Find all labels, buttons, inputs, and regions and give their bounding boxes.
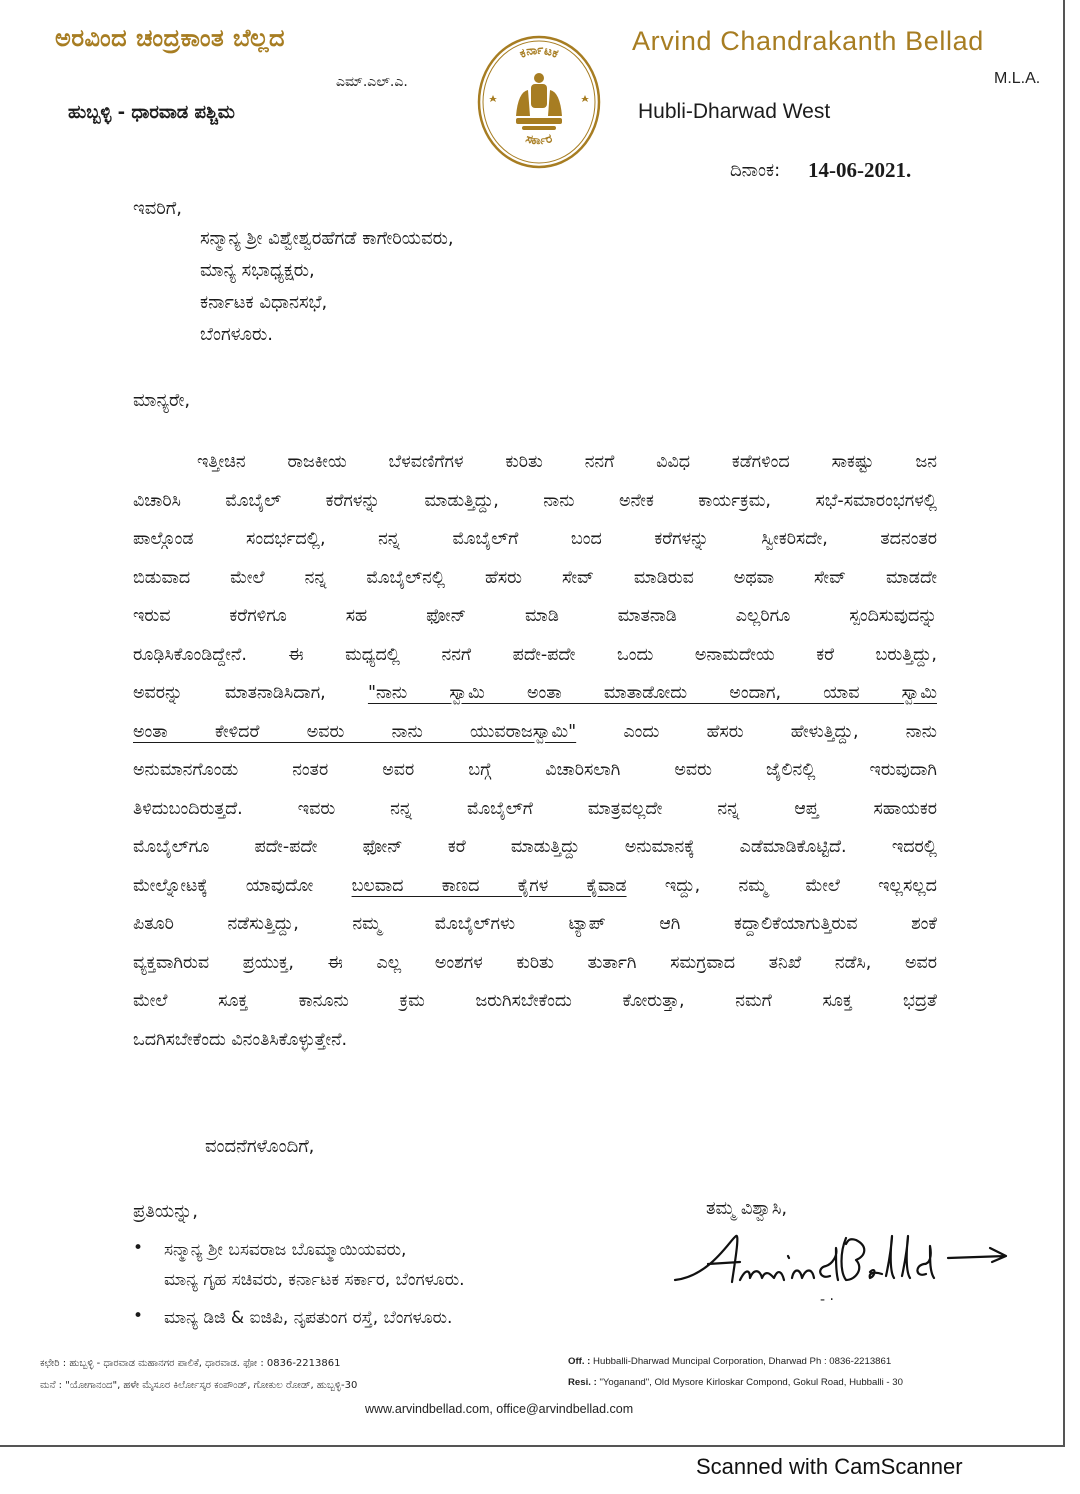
underlined-phrase: ಬಲವಾದ ಕಾಣದ ಕೈಗಳ ಕೈವಾಡ <box>351 875 627 896</box>
body-line: ಇರುವ ಕರೆಗಳಿಗೂ ಸಹ ಫೋನ್ ಮಾಡಿ ಮಾತನಾಡಿ ಎಲ್ಲರಿಗೂ ಸ್ಪಂದಿಸುವುದನ್ನು <box>133 606 937 626</box>
body-line: ಪಿತೂರಿ ನಡೆಸುತ್ತಿದ್ದು, ನಮ್ಮ ಮೊಬೈಲ್‌ಗಳು ಟ್ಯಾಪ್ ಆಗಿ ಕದ್ದಾಲಿಕೆಯಾಗುತ್ತಿರುವ ಶಂಕೆ <box>133 914 937 934</box>
footer-website-email: www.arvindbellad.com, office@arvindbellad.com <box>365 1402 634 1416</box>
footer-office-label: Off. : <box>568 1356 591 1367</box>
body-text: ಎಂದು ಹೆಸರು ಹೇಳುತ್ತಿದ್ದು, ನಾನು <box>576 721 937 742</box>
quoted-statement: "ನಾನು ಸ್ವಾಮಿ ಅಂತಾ ಮಾತಾಡೋದು ಅಂದಾಗ, ಯಾವ ಸ್ವಾಮಿ <box>367 683 937 703</box>
footer-office-english <box>568 1356 891 1367</box>
body-line: ವಿಚಾರಿಸಿ ಮೊಬೈಲ್ ಕರೆಗಳನ್ನು ಮಾಡುತ್ತಿದ್ದು, ನಾನು ಅನೇಕ ಕಾರ್ಯಕ್ರಮ, ಸಭೆ-ಸಮಾರಂಭಗಳಲ್ಲಿ <box>133 490 937 511</box>
footer-residence-label: Resi. : <box>568 1377 597 1388</box>
letterhead-mla-kannada: ಎಮ್.ಎಲ್.ಎ. <box>336 74 408 90</box>
svg-text:ಸರ್ಕಾರ <box>524 131 554 147</box>
body-line: ಒದಗಿಸಬೇಕೆಂದು ವಿನಂತಿಸಿಕೊಳ್ಳುತ್ತೇನೆ. <box>133 1029 348 1050</box>
body-line: ಪಾಲ್ಗೊಂಡ ಸಂದರ್ಭದಲ್ಲಿ, ನನ್ನ ಮೊಬೈಲ್‌ಗೆ ಬಂದ ಕರೆಗಳನ್ನು ಸ್ವೀಕರಿಸದೇ, ತದನಂತರ <box>133 529 937 549</box>
copy-item: ಮಾನ್ಯ ಡಿಜಿ & ಐಜಿಪಿ, ನೃಪತುಂಗ ರಸ್ತೆ, ಬೆಂಗಳೂರು. <box>164 1308 453 1328</box>
footer-residence-text: "Yoganand", Old Mysore Kirloskar Compond, Gokul Road, Hubballi - 30 <box>596 1377 903 1388</box>
recipient-line: ಸನ್ಮಾನ್ಯ ಶ್ರೀ ವಿಶ್ವೇಶ್ವರಹೆಗಡೆ ಕಾಗೇರಿಯವರು, <box>200 228 454 249</box>
letterhead-name-english: Arvind Chandrakanth Bellad <box>632 26 984 56</box>
recipient-line: ಕರ್ನಾಟಕ ವಿಧಾನಸಭೆ, <box>200 292 328 313</box>
bullet-icon: • <box>133 1306 144 1326</box>
svg-text:ಕರ್ನಾಟಕ <box>518 42 561 61</box>
seal-text-bottom: ಸರ್ಕಾರ <box>524 131 554 148</box>
letterhead-mla-english: M.L.A. <box>994 70 1041 87</box>
copy-to-label: ಪ್ರತಿಯನ್ನು, <box>133 1201 199 1222</box>
quoted-statement: ಅಂತಾ ಕೇಳಿದರೆ ಅವರು ನಾನು ಯುವರಾಜಸ್ವಾಮಿ" <box>133 721 577 742</box>
body-line <box>133 674 937 713</box>
body-line: ಬಿಡುವಾದ ಮೇಲೆ ನನ್ನ ಮೊಬೈಲ್‌ನಲ್ಲಿ ಹೆಸರು ಸೇವ್ ಮಾಡಿರುವ ಅಥವಾ ಸೇವ್ ಮಾಡದೇ <box>133 567 937 588</box>
footer-office-text: Hubballi-Dharwad Muncipal Corporation, Dharwad Ph : 0836-2213861 <box>590 1356 892 1367</box>
footer-office-kannada: ಕಛೇರಿ : ಹುಬ್ಬಳ್ಳಿ - ಧಾರವಾಡ ಮಹಾನಗರ ಪಾಲಿಕೆ, ಧಾರವಾಡ. ಫೋ : 0836-2213861 <box>40 1358 341 1369</box>
body-text: ಇದ್ದು, ನಮ್ಮ ಮೇಲೆ ಇಲ್ಲಸಲ್ಲದ <box>626 875 937 896</box>
camscanner-watermark: Scanned with CamScanner <box>696 1454 963 1479</box>
recipient-line: ಮಾನ್ಯ ಸಭಾಧ್ಯಕ್ಷರು, <box>200 260 315 281</box>
body-line: ಮೇಲೆ ಸೂಕ್ತ ಕಾನೂನು ಕ್ರಮ ಜರುಗಿಸಬೇಕೆಂದು ಕೋರುತ್ತಾ, ನಮಗೆ ಸೂಕ್ತ ಭದ್ರತೆ <box>133 991 937 1011</box>
date-value: 14-06-2021. <box>808 158 912 182</box>
date-label: ದಿನಾಂಕ: <box>730 160 781 181</box>
body-line: ರೂಢಿಸಿಕೊಂಡಿದ್ದೇನೆ. ಈ ಮಧ್ಯದಲ್ಲಿ ನನಗೆ ಪದೇ-ಪದೇ ಒಂದು ಅನಾಮದೇಯ ಕರೆ ಬರುತ್ತಿದ್ದು, <box>133 644 937 665</box>
yours-faithfully: ತಮ್ಮ ವಿಶ್ವಾಸಿ, <box>706 1198 788 1219</box>
signature <box>670 1228 1015 1308</box>
body-text: ಅವರನ್ನು ಮಾತನಾಡಿಸಿದಾಗ, <box>133 683 368 703</box>
letterhead-constituency-english: Hubli-Dharwad West <box>638 100 831 123</box>
svg-text:- ·: - · <box>820 1292 834 1308</box>
recipient-line: ಬೆಂಗಳೂರು. <box>200 324 273 345</box>
body-line: ವ್ಯಕ್ತವಾಗಿರುವ ಪ್ರಯುಕ್ತ, ಈ ಎಲ್ಲ ಅಂಶಗಳ ಕುರಿತು ತುರ್ತಾಗಿ ಸಮಗ್ರವಾದ ತನಿಖೆ ನಡೆಸಿ, ಅವರ <box>133 952 937 973</box>
body-text: ಮೇಲ್ನೋಟಕ್ಕೆ ಯಾವುದೋ <box>133 875 352 896</box>
body-line <box>133 713 937 752</box>
body-line: ತಿಳಿದುಬಂದಿರುತ್ತದೆ. ಇವರು ನನ್ನ ಮೊಬೈಲ್‌ಗೆ ಮಾತ್ರವಲ್ಲದೇ ನನ್ನ ಆಪ್ತ ಸಹಾಯಕರ <box>133 798 937 819</box>
body-line: ಮೊಬೈಲ್‌ಗೂ ಪದೇ-ಪದೇ ಫೋನ್ ಕರೆ ಮಾಡುತ್ತಿದ್ದು ಅನುಮಾನಕ್ಕೆ ಎಡೆಮಾಡಿಕೊಟ್ಟಿದೆ. ಇದರಲ್ಲಿ <box>133 837 937 857</box>
recipient-to: ಇವರಿಗೆ, <box>133 198 182 219</box>
regards: ವಂದನೆಗಳೊಂದಿಗೆ, <box>205 1136 315 1157</box>
footer-residence-english <box>568 1377 903 1388</box>
karnataka-emblem-seal <box>476 34 602 170</box>
body-line: ಇತ್ತೀಚಿನ ರಾಜಕೀಯ ಬೆಳವಣಿಗೆಗಳ ಕುರಿತು ನನಗೆ ವಿವಿಧ ಕಡೆಗಳಿಂದ ಸಾಕಷ್ಟು ಜನ <box>197 452 937 472</box>
copy-item: ಸನ್ಮಾನ್ಯ ಶ್ರೀ ಬಸವರಾಜ ಬೊಮ್ಮಾಯಿಯವರು, <box>164 1240 407 1260</box>
bullet-icon: • <box>133 1238 144 1258</box>
seal-emblem-icon <box>489 73 589 130</box>
seal-text-top: ಕರ್ನಾಟಕ <box>517 42 561 61</box>
letterhead-name-kannada: ಅರವಿಂದ ಚಂದ್ರಕಾಂತ ಬೆಲ್ಲದ <box>55 24 286 52</box>
body-line: ಅನುಮಾನಗೊಂಡು ನಂತರ ಅವರ ಬಗ್ಗೆ ವಿಚಾರಿಸಲಾಗಿ ಅವರು ಜೈಲಿನಲ್ಲಿ ಇರುವುದಾಗಿ <box>133 760 937 780</box>
letterhead-constituency-kannada: ಹುಬ್ಬಳ್ಳಿ - ಧಾರವಾಡ ಪಶ್ಚಿಮ <box>68 102 235 123</box>
copy-item: ಮಾನ್ಯ ಗೃಹ ಸಚಿವರು, ಕರ್ನಾಟಕ ಸರ್ಕಾರ, ಬೆಂಗಳೂರು. <box>164 1270 465 1290</box>
body-line <box>133 867 937 906</box>
letter-body <box>133 443 937 1059</box>
salutation: ಮಾನ್ಯರೇ, <box>133 390 191 411</box>
footer-residence-kannada: ಮನೆ : "ಯೋಗಾನಂದ", ಹಳೇ ಮೈಸೂರ ಕಿರ್ಲೋಸ್ಕರ ಕಂಪೌಂಡ್, ಗೋಕುಲ ರೋಡ್, ಹುಬ್ಬಳ್ಳಿ-30 <box>40 1380 358 1391</box>
